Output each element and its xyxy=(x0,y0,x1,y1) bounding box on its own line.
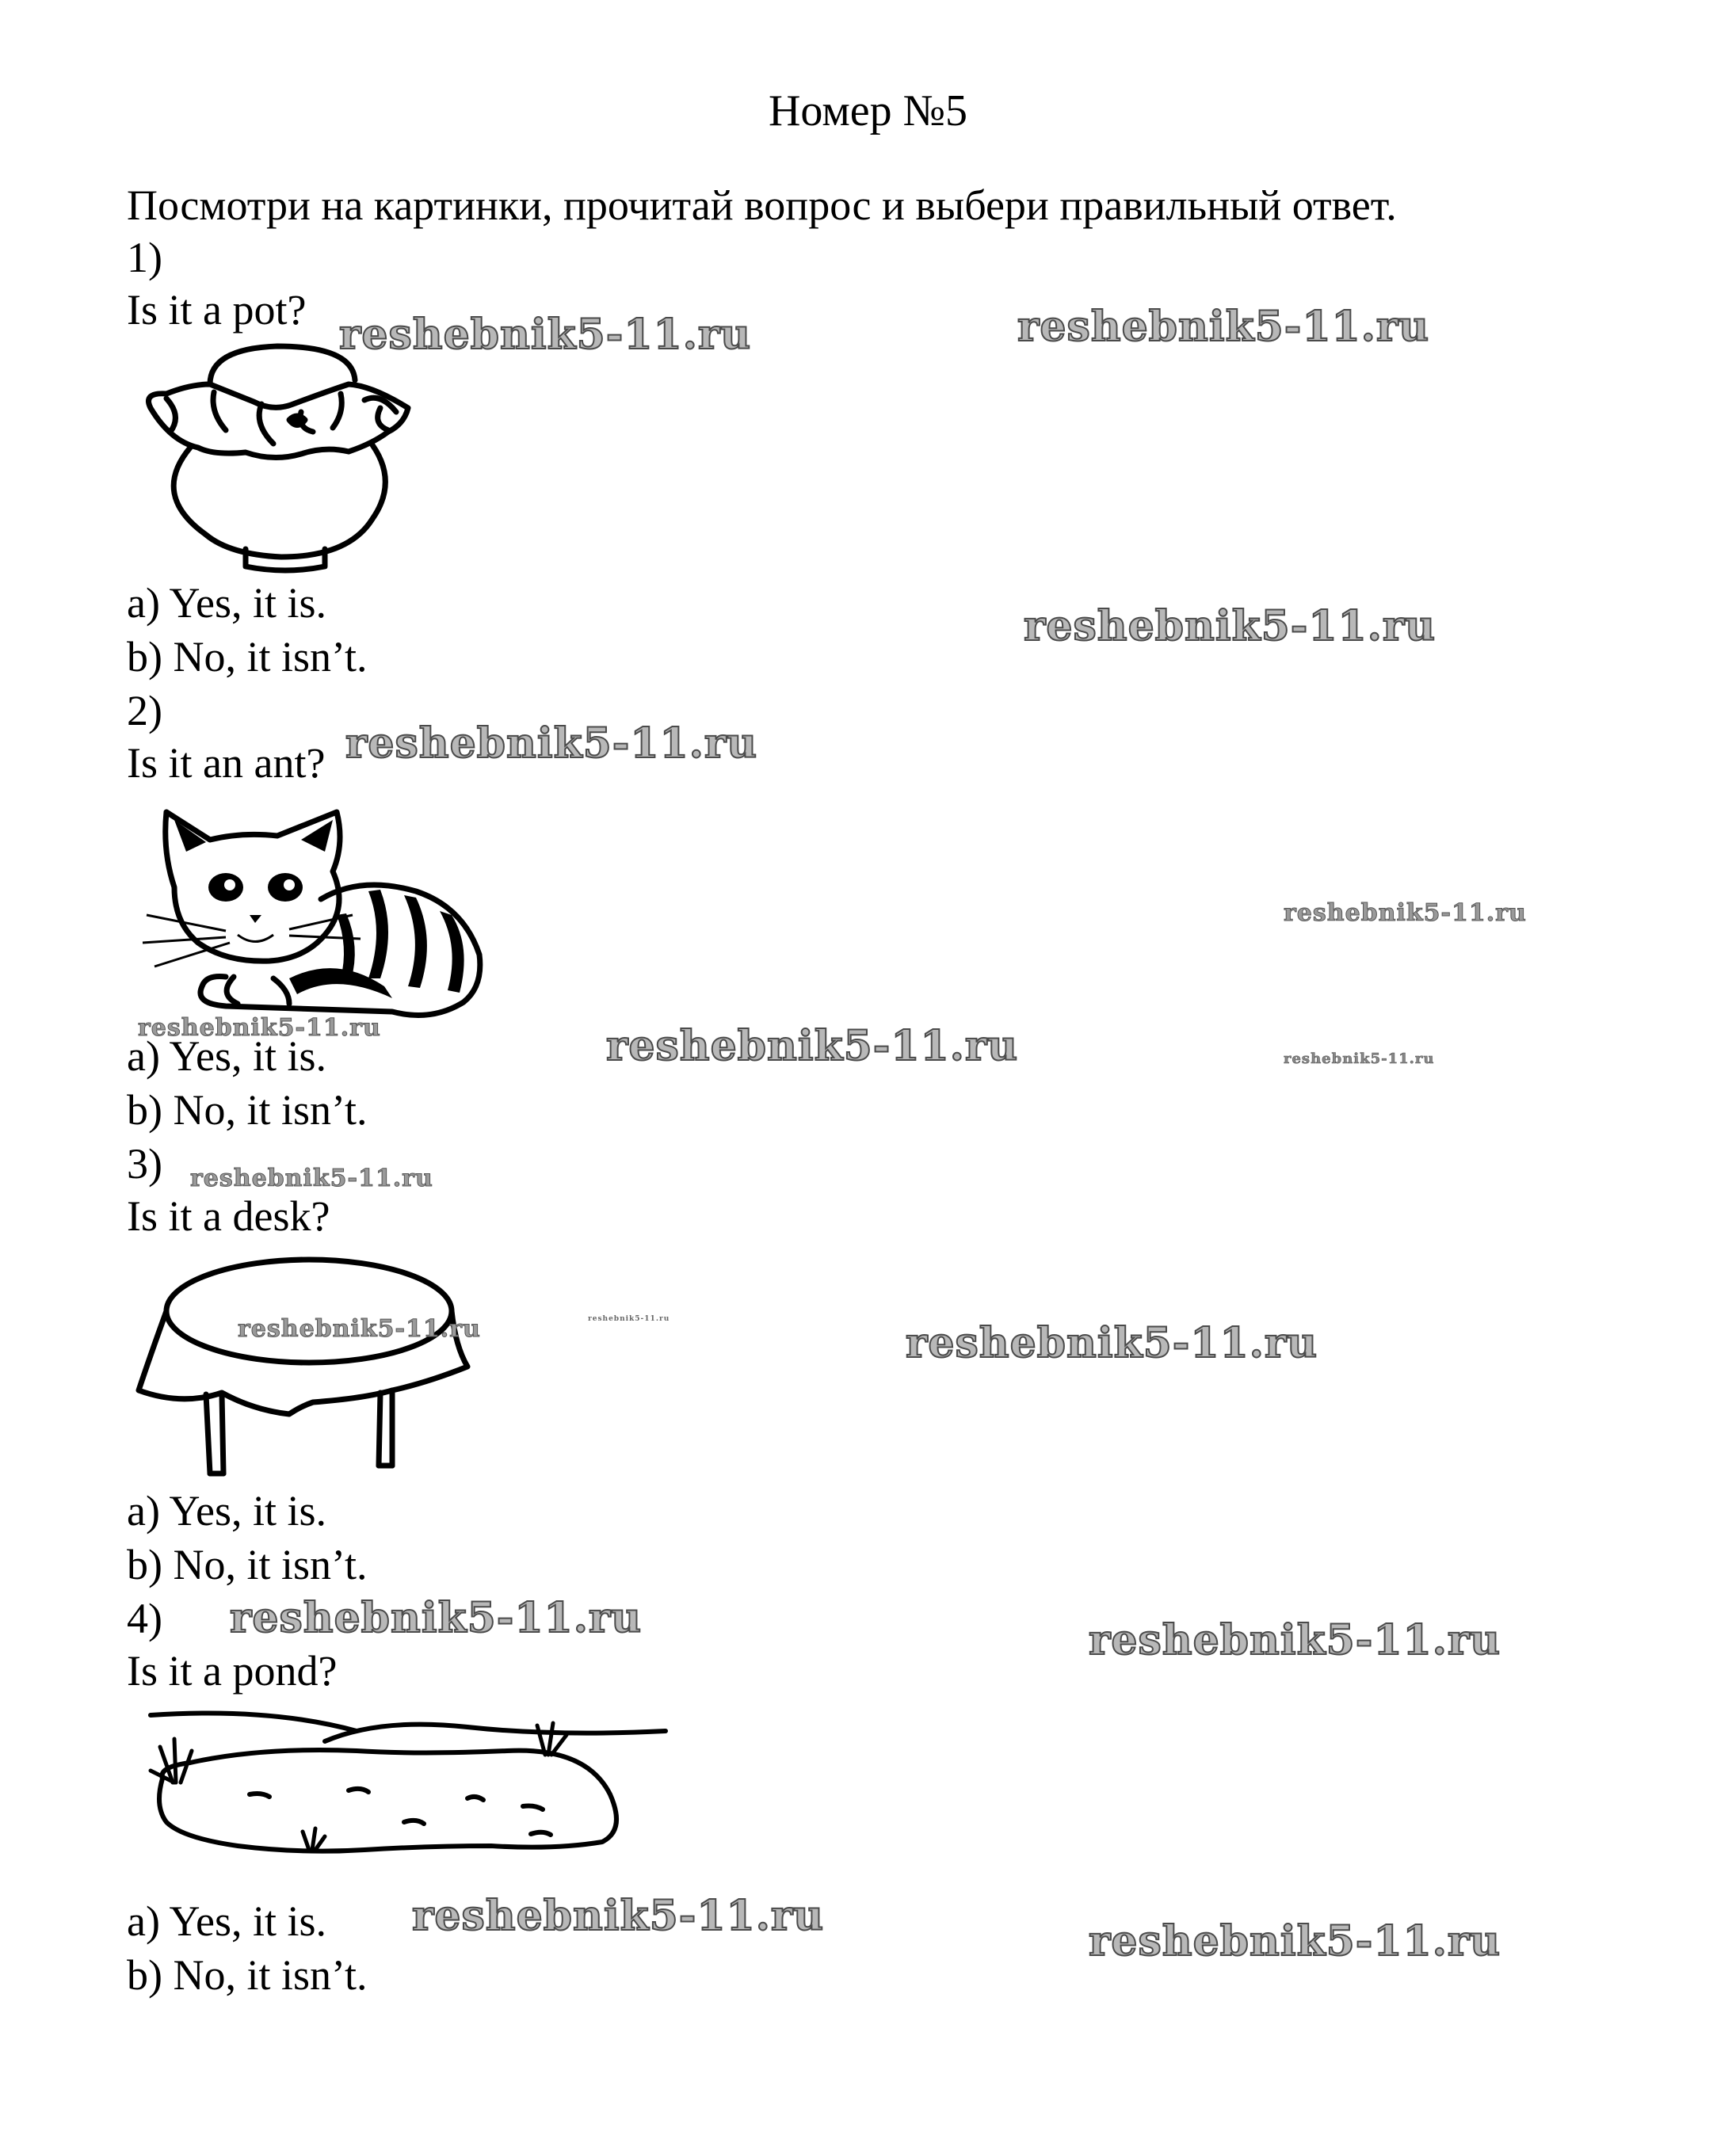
question-4-number: 4) xyxy=(127,1595,162,1642)
question-2-option-b[interactable]: b) No, it isn’t. xyxy=(127,1086,368,1134)
watermark: reshebnik5-11.ru xyxy=(190,1165,433,1192)
watermark: reshebnik5-11.ru xyxy=(906,1319,1318,1367)
watermark: reshebnik5-11.ru xyxy=(345,719,758,768)
watermark: reshebnik5-11.ru xyxy=(1284,899,1527,927)
question-2-option-a[interactable]: a) Yes, it is. xyxy=(127,1032,327,1080)
pond-icon xyxy=(143,1703,681,1885)
watermark: reshebnik5-11.ru xyxy=(138,1014,381,1042)
watermark: reshebnik5-11.ru xyxy=(230,1594,643,1642)
question-3-text: Is it a desk? xyxy=(127,1192,330,1240)
watermark: reshebnik5-11.ru xyxy=(1284,1050,1435,1067)
page-title: Номер №5 xyxy=(768,86,968,135)
watermark: reshebnik5-11.ru xyxy=(1017,303,1430,351)
instruction: Посмотри на картинки, прочитай вопрос и выбери правильный ответ. xyxy=(127,181,1397,229)
watermark: reshebnik5-11.ru xyxy=(588,1315,670,1323)
question-2-number: 2) xyxy=(127,687,162,734)
question-3-option-a[interactable]: a) Yes, it is. xyxy=(127,1487,327,1535)
question-1-number: 1) xyxy=(127,234,162,281)
watermark: reshebnik5-11.ru xyxy=(339,311,752,359)
watermark: reshebnik5-11.ru xyxy=(238,1315,481,1343)
watermark: reshebnik5-11.ru xyxy=(1089,1616,1501,1664)
table-icon xyxy=(135,1252,483,1489)
question-1-text: Is it a pot? xyxy=(127,286,307,334)
question-3-option-b[interactable]: b) No, it isn’t. xyxy=(127,1541,368,1588)
question-4-text: Is it a pond? xyxy=(127,1647,338,1695)
question-1-option-b[interactable]: b) No, it isn’t. xyxy=(127,633,368,681)
watermark: reshebnik5-11.ru xyxy=(1089,1917,1501,1966)
question-4-option-b[interactable]: b) No, it isn’t. xyxy=(127,1951,368,1999)
pot-icon xyxy=(135,337,428,574)
question-3-number: 3) xyxy=(127,1140,162,1188)
watermark: reshebnik5-11.ru xyxy=(606,1022,1019,1070)
question-2-text: Is it an ant? xyxy=(127,739,326,787)
cat-icon xyxy=(131,796,495,1022)
question-4-option-a[interactable]: a) Yes, it is. xyxy=(127,1897,327,1945)
watermark: reshebnik5-11.ru xyxy=(1024,602,1436,650)
watermark: reshebnik5-11.ru xyxy=(412,1892,825,1940)
question-1-option-a[interactable]: a) Yes, it is. xyxy=(127,579,327,627)
